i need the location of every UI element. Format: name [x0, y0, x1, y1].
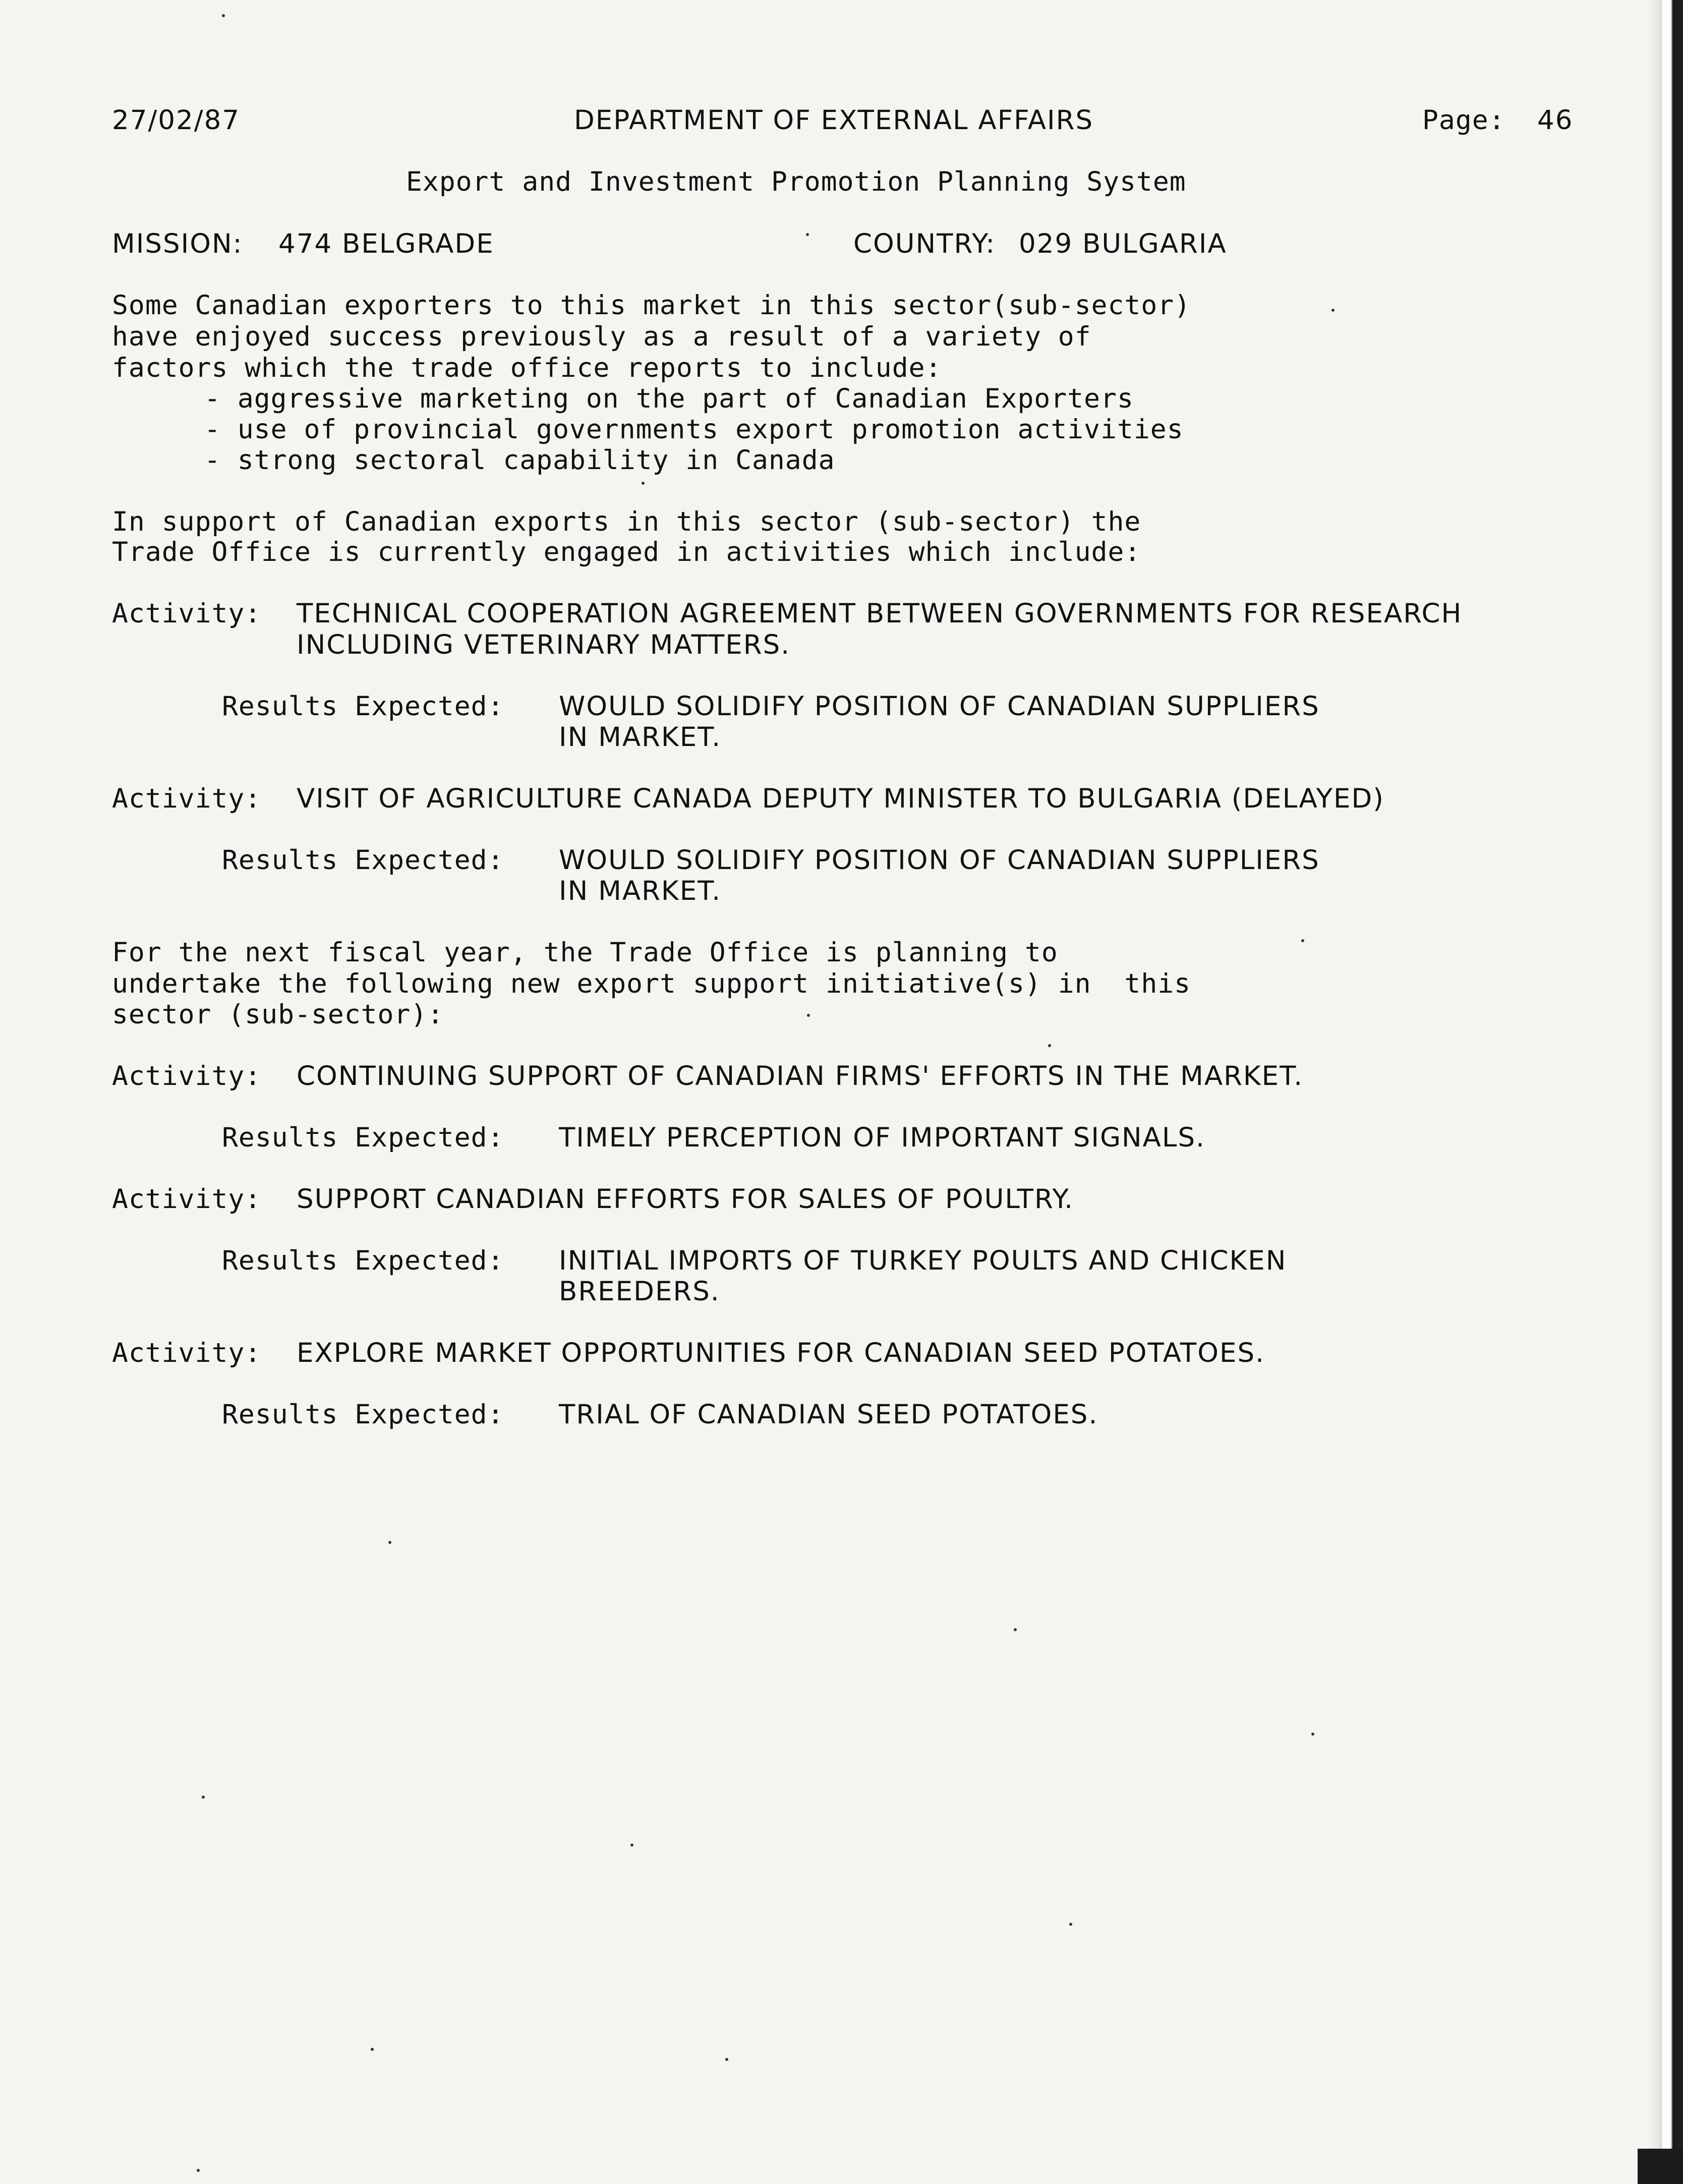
- results-label: Results Expected:: [222, 1122, 504, 1153]
- system-title: Export and Investment Promotion Planning System: [406, 166, 1186, 197]
- activity-text: TECHNICAL COOPERATION AGREEMENT BETWEEN GOVERNMENTS FOR RESEARCH: [297, 598, 1463, 629]
- scan-speck: [806, 233, 809, 236]
- activity-label: Activity:: [112, 1061, 262, 1091]
- intro-bullet: - strong sectoral capability in Canada: [204, 445, 835, 476]
- results-text: INITIAL IMPORTS OF TURKEY POULTS AND CHICKEN: [559, 1245, 1287, 1276]
- intro-bullet: - use of provincial governments export promotion activities: [204, 414, 1184, 445]
- results-text: WOULD SOLIDIFY POSITION OF CANADIAN SUPPLIERS: [559, 845, 1320, 876]
- mission-label: MISSION:: [112, 228, 243, 259]
- scan-speck: [371, 2048, 374, 2051]
- scan-speck: [725, 2058, 728, 2061]
- results-text: IN MARKET.: [559, 722, 722, 753]
- results-text: WOULD SOLIDIFY POSITION OF CANADIAN SUPPLIERS: [559, 691, 1320, 722]
- scan-speck: [222, 14, 225, 17]
- results-text: BREEDERS.: [559, 1276, 720, 1307]
- results-label: Results Expected:: [222, 691, 504, 722]
- activity-text: CONTINUING SUPPORT OF CANADIAN FIRMS' EFFORTS IN THE MARKET.: [297, 1061, 1304, 1091]
- activity-label: Activity:: [112, 1184, 262, 1215]
- support-line: Trade Office is currently engaged in activities which include:: [112, 537, 1141, 567]
- scan-speck: [807, 1014, 810, 1017]
- country-value: 029 BULGARIA: [1019, 228, 1227, 259]
- activity-text: INCLUDING VETERINARY MATTERS.: [297, 629, 791, 660]
- activity-label: Activity:: [112, 783, 262, 814]
- support-line: In support of Canadian exports in this sector (sub-sector) the: [112, 506, 1141, 537]
- scan-speck: [1301, 939, 1304, 942]
- results-label: Results Expected:: [222, 845, 504, 876]
- scan-speck: [197, 2169, 200, 2172]
- results-text: IN MARKET.: [559, 876, 722, 906]
- results-label: Results Expected:: [222, 1245, 504, 1276]
- page-number: 46: [1537, 105, 1574, 136]
- intro-line: have enjoyed success previously as a result of a variety of: [112, 321, 1091, 352]
- scan-page-edge: [1648, 0, 1683, 2184]
- scan-speck: [1069, 1923, 1072, 1926]
- scan-speck: [630, 1844, 633, 1847]
- intro-line: Some Canadian exporters to this market in this sector(sub-sector): [112, 290, 1191, 321]
- country-label: COUNTRY:: [853, 228, 996, 259]
- intro-line: factors which the trade office reports to include:: [112, 353, 942, 383]
- results-text: TIMELY PERCEPTION OF IMPORTANT SIGNALS.: [559, 1122, 1205, 1153]
- results-text: TRIAL OF CANADIAN SEED POTATOES.: [559, 1399, 1098, 1430]
- intro-bullet: - aggressive marketing on the part of Canadian Exporters: [204, 383, 1134, 414]
- activity-text: SUPPORT CANADIAN EFFORTS FOR SALES OF POULTRY.: [297, 1184, 1074, 1215]
- scan-speck: [642, 482, 645, 485]
- scan-corner-shadow: [1638, 2149, 1683, 2184]
- results-label: Results Expected:: [222, 1399, 504, 1430]
- activity-text: VISIT OF AGRICULTURE CANADA DEPUTY MINISTER TO BULGARIA (DELAYED): [297, 783, 1384, 814]
- page-label: Page:: [1422, 105, 1505, 136]
- scan-speck: [1014, 1628, 1017, 1631]
- activity-text: EXPLORE MARKET OPPORTUNITIES FOR CANADIAN SEED POTATOES.: [297, 1338, 1265, 1368]
- next-year-line: sector (sub-sector):: [112, 999, 444, 1030]
- scan-speck: [1048, 1044, 1051, 1047]
- scan-speck: [388, 1541, 391, 1544]
- department-name: DEPARTMENT OF EXTERNAL AFFAIRS: [574, 105, 1094, 136]
- scan-speck: [202, 1796, 205, 1799]
- mission-value: 474 BELGRADE: [278, 228, 494, 259]
- activity-label: Activity:: [112, 1338, 262, 1368]
- next-year-line: For the next fiscal year, the Trade Office is planning to: [112, 937, 1058, 968]
- activity-label: Activity:: [112, 598, 262, 629]
- next-year-line: undertake the following new export support initiative(s) in this: [112, 968, 1191, 999]
- scan-speck: [1311, 1733, 1314, 1736]
- report-date: 27/02/87: [112, 105, 241, 136]
- scan-speck: [1331, 309, 1334, 312]
